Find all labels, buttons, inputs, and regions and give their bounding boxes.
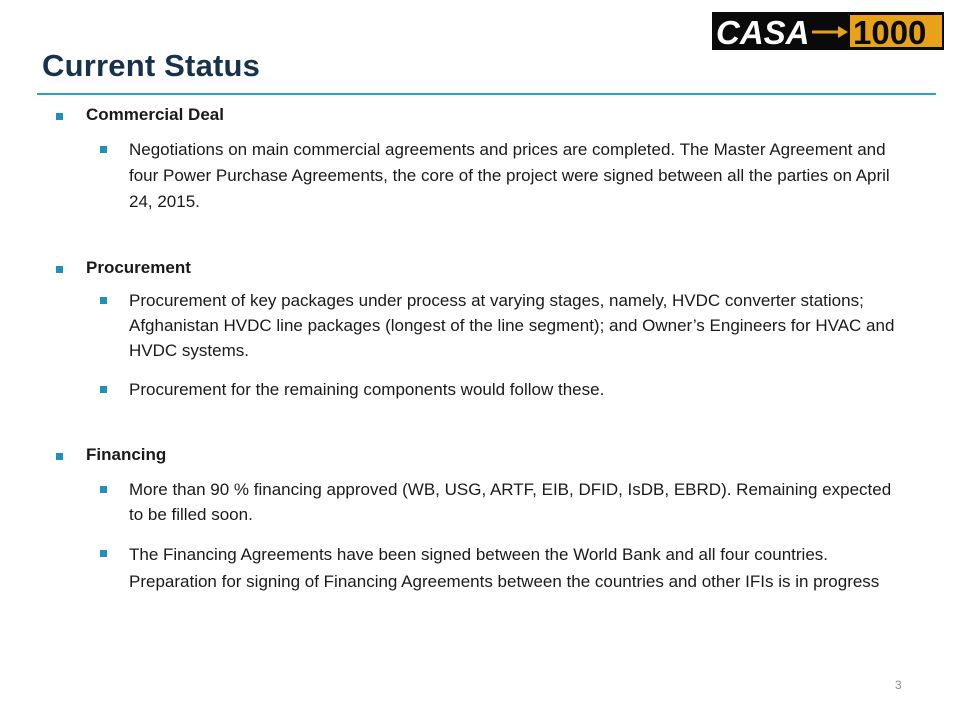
list-item: Negotiations on main commercial agreements and prices are completed. The Master Agreement and four Power Purchase Agreements, the core of the project were signed between all the parties on April 24, 2015. xyxy=(100,137,900,215)
list-item: Procurement for the remaining components would follow these. xyxy=(100,377,900,402)
list-item: The Financing Agreements have been signed between the World Bank and all four countries. Preparation for signing of Financing Agreements between the countries and other IFIs is in progress xyxy=(100,541,900,595)
square-bullet-icon xyxy=(56,266,63,273)
list-item: More than 90 % financing approved (WB, USG, ARTF, EIB, DFID, IsDB, EBRD). Remaining expected to be filled soon. xyxy=(100,477,900,527)
square-bullet-icon xyxy=(100,550,107,557)
square-bullet-icon xyxy=(100,386,107,393)
square-bullet-icon xyxy=(56,453,63,460)
square-bullet-icon xyxy=(56,113,63,120)
title-divider xyxy=(37,93,936,95)
slide-title: Current Status xyxy=(42,48,261,83)
square-bullet-icon xyxy=(100,297,107,304)
logo-casa-text: CASA xyxy=(716,14,810,50)
square-bullet-icon xyxy=(100,486,107,493)
square-bullet-icon xyxy=(100,146,107,153)
page-number: 3 xyxy=(895,678,902,692)
casa-1000-logo xyxy=(712,12,944,50)
logo-number-text: 1000 xyxy=(853,14,927,50)
list-item: Procurement of key packages under process at varying stages, namely, HVDC converter stations; Afghanistan HVDC line packages (longest of the line segment); and Owner’s Engineers for HVAC and HVDC systems. xyxy=(100,288,900,363)
